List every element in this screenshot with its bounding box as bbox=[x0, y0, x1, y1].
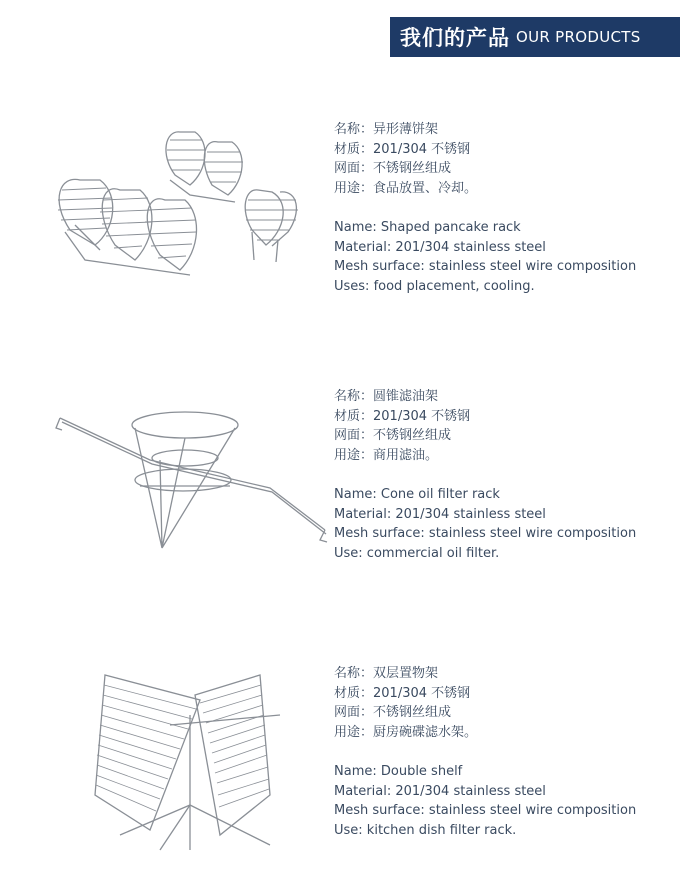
en-line: Name: Double shelf bbox=[334, 764, 463, 779]
en-line: Use: kitchen dish filter rack. bbox=[334, 822, 517, 838]
cn-line: 用途：厨房碗碟滤水架。 bbox=[334, 724, 478, 740]
product-info bbox=[334, 387, 636, 563]
cone-oil-filter-rack-image bbox=[40, 400, 330, 560]
product-info bbox=[334, 120, 636, 296]
en-line: Use: commercial oil filter. bbox=[334, 545, 500, 561]
cn-line: 名称：双层置物架 bbox=[334, 666, 439, 681]
section-header bbox=[390, 17, 680, 57]
header-title-en: OUR PRODUCTS bbox=[516, 28, 641, 46]
en-line: Mesh surface: stainless steel wire composition bbox=[334, 259, 637, 274]
cn-line: 网面：不锈钢丝组成 bbox=[334, 428, 452, 443]
en-line: Material: 201/304 stainless steel bbox=[334, 783, 546, 799]
cn-line: 材质：201/304 不锈钢 bbox=[334, 685, 471, 701]
cn-line: 材质：201/304 不锈钢 bbox=[334, 408, 471, 424]
cn-line: 名称：异形薄饼架 bbox=[334, 122, 439, 137]
cn-line: 网面：不锈钢丝组成 bbox=[334, 705, 452, 720]
en-line: Mesh surface: stainless steel wire composition bbox=[334, 526, 637, 541]
cn-line: 用途：食品放置、冷却。 bbox=[334, 180, 478, 196]
cn-line: 用途：商用滤油。 bbox=[334, 447, 439, 463]
cn-line: 材质：201/304 不锈钢 bbox=[334, 141, 471, 157]
en-line: Name: Cone oil filter rack bbox=[334, 487, 500, 502]
en-line: Material: 201/304 stainless steel bbox=[334, 506, 546, 522]
cn-line: 名称：圆锥滤油架 bbox=[334, 389, 439, 404]
header-title-cn: 我们的产品 bbox=[400, 26, 510, 50]
product-info bbox=[334, 664, 636, 840]
en-line: Mesh surface: stainless steel wire composition bbox=[334, 803, 637, 818]
double-shelf-image bbox=[40, 655, 300, 855]
cn-line: 网面：不锈钢丝组成 bbox=[334, 161, 452, 176]
en-line: Name: Shaped pancake rack bbox=[334, 220, 521, 235]
en-line: Uses: food placement, cooling. bbox=[334, 278, 535, 294]
en-line: Material: 201/304 stainless steel bbox=[334, 239, 546, 255]
pancake-rack-image bbox=[40, 120, 320, 280]
